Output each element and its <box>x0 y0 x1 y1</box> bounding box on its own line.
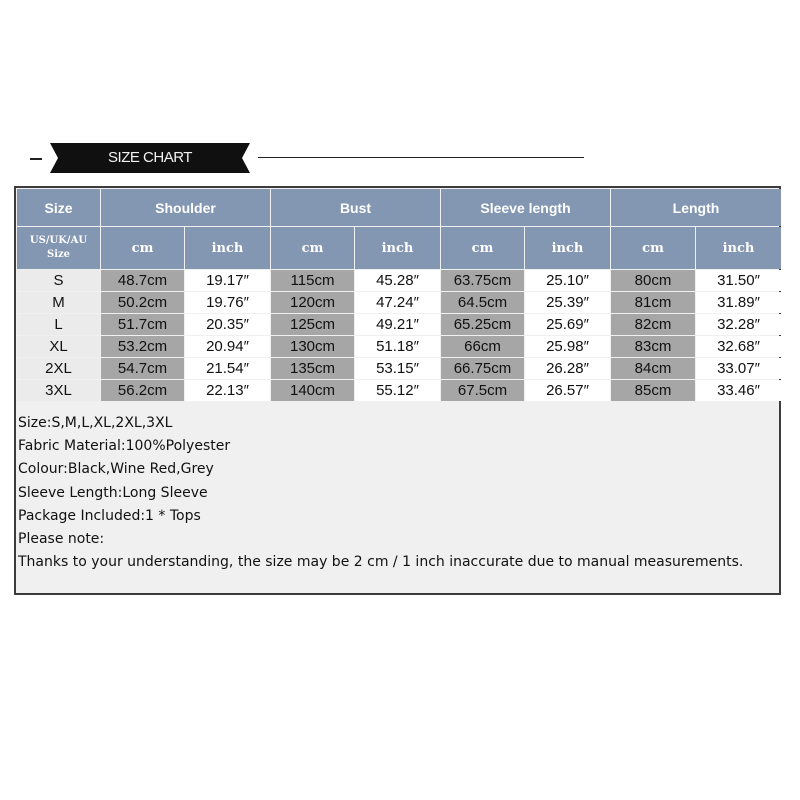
cell-length-inch: 32.28″ <box>696 314 781 335</box>
cell-bust-inch: 47.24″ <box>355 292 440 313</box>
cell-sleeve-cm: 67.5cm <box>441 380 524 401</box>
region-label: US/UK/AU <box>29 235 88 246</box>
cell-sleeve-inch: 26.28″ <box>525 358 610 379</box>
cell-bust-cm: 130cm <box>271 336 354 357</box>
note-colour: Colour:Black,Wine Red,Grey <box>18 461 214 478</box>
cell-length-inch: 31.50″ <box>696 270 781 291</box>
header-row-units <box>17 227 781 269</box>
unit-cm: cm <box>611 227 695 269</box>
cell-sleeve-inch: 25.69″ <box>525 314 610 335</box>
cell-shoulder-inch: 21.54″ <box>185 358 270 379</box>
cell-length-cm: 85cm <box>611 380 695 401</box>
cell-size: 2XL <box>17 358 100 379</box>
note-fabric: Fabric Material:100%Polyester <box>18 438 231 455</box>
note-sleeve-length: Sleeve Length:Long Sleeve <box>18 484 208 501</box>
unit-cm: cm <box>101 227 184 269</box>
unit-cm: cm <box>271 227 354 269</box>
banner-title: SIZE CHART <box>108 149 192 166</box>
unit-inch: inch <box>355 227 440 269</box>
cell-bust-inch: 55.12″ <box>355 380 440 401</box>
cell-shoulder-inch: 20.35″ <box>185 314 270 335</box>
cell-sleeve-inch: 26.57″ <box>525 380 610 401</box>
cell-bust-inch: 53.15″ <box>355 358 440 379</box>
table-row <box>17 380 781 401</box>
header-region-size <box>17 227 100 269</box>
cell-sleeve-cm: 66.75cm <box>441 358 524 379</box>
header-shoulder: Shoulder <box>101 189 270 226</box>
cell-length-cm: 81cm <box>611 292 695 313</box>
cell-length-cm: 84cm <box>611 358 695 379</box>
banner-rule <box>258 157 584 158</box>
cell-length-cm: 80cm <box>611 270 695 291</box>
header-sleeve-length: Sleeve length <box>441 189 610 226</box>
cell-sleeve-inch: 25.98″ <box>525 336 610 357</box>
cell-length-inch: 31.89″ <box>696 292 781 313</box>
unit-inch: inch <box>185 227 270 269</box>
cell-sleeve-cm: 65.25cm <box>441 314 524 335</box>
cell-shoulder-inch: 19.17″ <box>185 270 270 291</box>
cell-size: L <box>17 314 100 335</box>
table-row <box>17 292 781 313</box>
cell-shoulder-cm: 56.2cm <box>101 380 184 401</box>
cell-sleeve-inch: 25.10″ <box>525 270 610 291</box>
cell-sleeve-inch: 25.39″ <box>525 292 610 313</box>
cell-bust-inch: 49.21″ <box>355 314 440 335</box>
table-row <box>17 336 781 357</box>
cell-shoulder-inch: 20.94″ <box>185 336 270 357</box>
cell-bust-inch: 51.18″ <box>355 336 440 357</box>
unit-inch: inch <box>525 227 610 269</box>
cell-bust-cm: 120cm <box>271 292 354 313</box>
cell-length-cm: 83cm <box>611 336 695 357</box>
note-please-note: Please note: <box>18 531 105 548</box>
note-disclaimer: Thanks to your understanding, the size may be 2 cm / 1 inch inaccurate due to manual measurements. <box>18 554 744 571</box>
cell-size: M <box>17 292 100 313</box>
table-row <box>17 270 781 291</box>
cell-bust-inch: 45.28″ <box>355 270 440 291</box>
header-size: Size <box>17 189 100 226</box>
cell-sleeve-cm: 66cm <box>441 336 524 357</box>
cell-sleeve-cm: 64.5cm <box>441 292 524 313</box>
cell-bust-cm: 135cm <box>271 358 354 379</box>
table-row <box>17 358 781 379</box>
cell-bust-cm: 140cm <box>271 380 354 401</box>
cell-length-inch: 32.68″ <box>696 336 781 357</box>
note-sizes: Size:S,M,L,XL,2XL,3XL <box>18 415 173 431</box>
cell-size: S <box>17 270 100 291</box>
unit-inch: inch <box>696 227 781 269</box>
cell-size: XL <box>17 336 100 357</box>
cell-size: 3XL <box>17 380 100 401</box>
size-chart-banner <box>0 140 800 180</box>
cell-bust-cm: 115cm <box>271 270 354 291</box>
header-row-groups <box>17 189 781 226</box>
cell-shoulder-cm: 50.2cm <box>101 292 184 313</box>
note-package: Package Included:1 * Tops <box>18 507 201 524</box>
cell-sleeve-cm: 63.75cm <box>441 270 524 291</box>
cell-shoulder-cm: 51.7cm <box>101 314 184 335</box>
cell-length-inch: 33.46″ <box>696 380 781 401</box>
cell-shoulder-cm: 53.2cm <box>101 336 184 357</box>
cell-length-cm: 82cm <box>611 314 695 335</box>
unit-cm: cm <box>441 227 524 269</box>
cell-shoulder-cm: 48.7cm <box>101 270 184 291</box>
cell-shoulder-inch: 19.76″ <box>185 292 270 313</box>
header-bust: Bust <box>271 189 440 226</box>
cell-length-inch: 33.07″ <box>696 358 781 379</box>
size-table <box>16 188 782 402</box>
cell-bust-cm: 125cm <box>271 314 354 335</box>
product-notes <box>18 412 778 574</box>
banner-dash <box>30 158 42 160</box>
table-row <box>17 314 781 335</box>
header-length: Length <box>611 189 781 226</box>
cell-shoulder-inch: 22.13″ <box>185 380 270 401</box>
cell-shoulder-cm: 54.7cm <box>101 358 184 379</box>
region-size-label: Size <box>46 249 71 260</box>
